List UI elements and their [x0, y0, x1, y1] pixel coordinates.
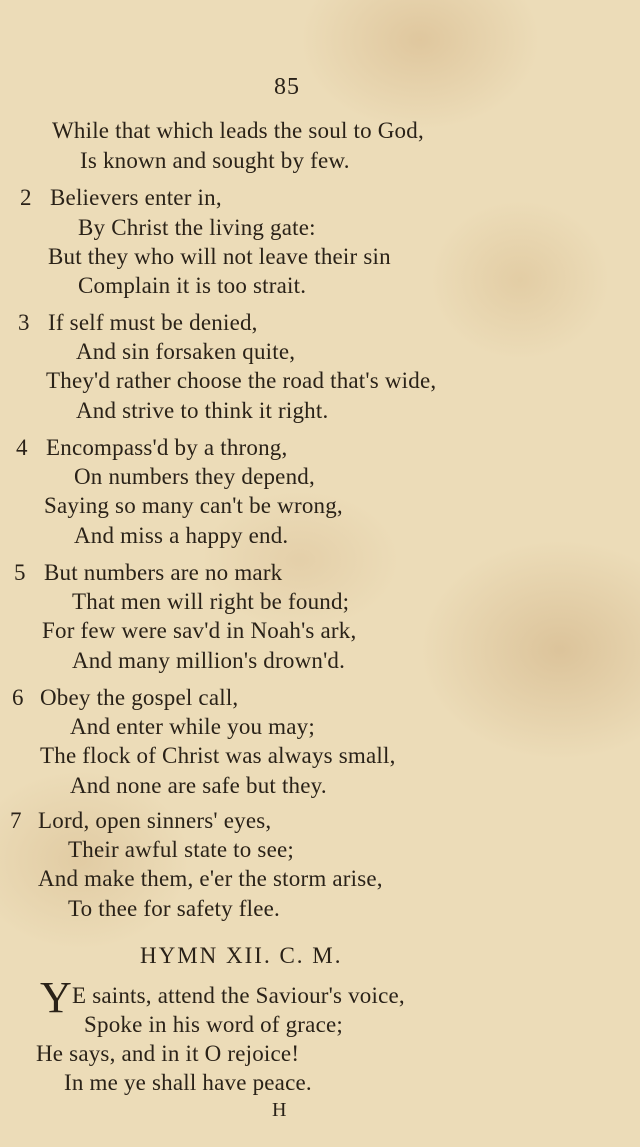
hymn-line: Spoke in his word of grace;: [84, 1012, 343, 1037]
verse-line: And sin forsaken quite,: [76, 339, 296, 364]
verse-line: Lord, open sinners' eyes,: [38, 808, 272, 833]
stanza-number: 7: [10, 808, 22, 833]
signature-mark: H: [272, 1099, 287, 1121]
verse-line: For few were sav'd in Noah's ark,: [42, 618, 357, 643]
verse-line: Saying so many can't be wrong,: [44, 493, 343, 518]
verse-line: And make them, e'er the storm arise,: [38, 866, 383, 891]
verse-line: But numbers are no mark: [44, 560, 283, 585]
verse-line: To thee for safety flee.: [68, 896, 281, 921]
stanza-number: 4: [16, 435, 28, 460]
verse-line: While that which leads the soul to God,: [52, 118, 424, 143]
hymn-line: In me ye shall have peace.: [64, 1070, 312, 1095]
stanza-number: 3: [18, 310, 30, 335]
stanza-number: 2: [20, 185, 32, 210]
verse-line: Is known and sought by few.: [80, 148, 350, 173]
verse-line: The flock of Christ was always small,: [40, 743, 396, 768]
stanza-number: 6: [12, 685, 24, 710]
verse-line: But they who will not leave their sin: [48, 244, 391, 269]
verse-line: And none are safe but they.: [70, 773, 327, 798]
verse-line: Encompass'd by a throng,: [46, 435, 288, 460]
verse-line: That men will right be found;: [72, 589, 350, 614]
verse-line: And miss a happy end.: [74, 523, 289, 548]
verse-line: If self must be denied,: [48, 310, 258, 335]
verse-line: And strive to think it right.: [76, 398, 329, 423]
verse-line: Complain it is too strait.: [78, 273, 307, 298]
stanza-number: 5: [14, 560, 26, 585]
verse-line: Believers enter in,: [50, 185, 222, 210]
verse-line: Obey the gospel call,: [40, 685, 239, 710]
verse-line: And enter while you may;: [70, 714, 315, 739]
page-number: 85: [274, 74, 300, 100]
hymn-line: He says, and in it O rejoice!: [36, 1041, 300, 1066]
verse-line: They'd rather choose the road that's wide,: [46, 368, 437, 393]
verse-line: By Christ the living gate:: [78, 215, 316, 240]
verse-line: And many million's drown'd.: [72, 648, 346, 673]
hymn-line: E saints, attend the Saviour's voice,: [72, 983, 405, 1008]
verse-line: Their awful state to see;: [68, 837, 294, 862]
hymn-title: HYMN XII. C. M.: [140, 943, 343, 968]
drop-cap: Y: [40, 973, 72, 1022]
verse-line: On numbers they depend,: [74, 464, 315, 489]
